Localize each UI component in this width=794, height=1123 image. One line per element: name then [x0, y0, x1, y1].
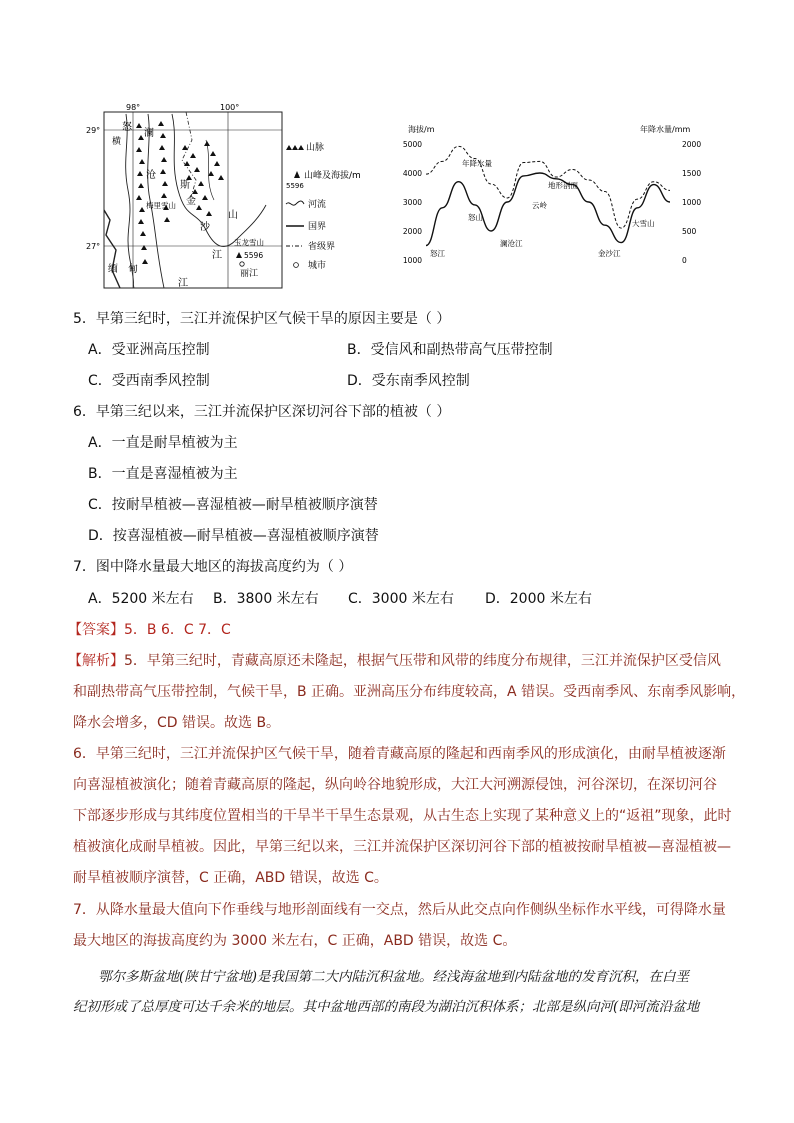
- left-tick-label: 4000: [402, 169, 422, 178]
- left-tick-label: 3000: [402, 198, 422, 207]
- profile-chart: [400, 118, 715, 270]
- legend-peak-sample: 5596: [286, 182, 304, 190]
- map-label-duan: 斯: [180, 180, 190, 191]
- map-label-meili: 梅里雪山: [146, 201, 176, 210]
- legend-mountain-icon: [286, 145, 304, 150]
- profile-annotation: 怒山: [468, 213, 483, 222]
- q6-option-a[interactable]: A．一直是耐旱植被为主: [88, 435, 238, 451]
- river-label-jiang-2: 江: [178, 278, 188, 289]
- analysis-q5-line-2: 和副热带高气压带控制，气候干旱，B 正确。亚洲高压分布纬度较高，A 错误。受西南季风、东南季风影响，: [73, 684, 746, 700]
- river-label-lan: 澜: [144, 128, 154, 139]
- q7-option-c[interactable]: C．3000 米左右: [348, 591, 454, 607]
- map-label-mian: 缅: [108, 264, 118, 275]
- lon-label-100: 100°: [220, 103, 240, 112]
- legend-border: 国界: [308, 222, 327, 232]
- legend-peak-icon: [294, 171, 300, 178]
- right-axis-label: 年降水量/mm: [640, 125, 691, 134]
- right-tick-label: 0: [682, 256, 687, 265]
- profile-annotation: 大雪山: [632, 219, 655, 228]
- analysis-q6-line-4: 植被演化成耐旱植被。因此，早第三纪以来，三江并流保护区深切河谷下部的植被按耐旱植被—喜湿植被—: [73, 839, 731, 855]
- analysis-q6-line-5: 耐旱植被顺序演替，C 正确，ABD 错误，故选 C。: [73, 870, 388, 886]
- q6-option-b[interactable]: B．一直是喜湿植被为主: [88, 466, 238, 482]
- answer-line: [68, 620, 231, 640]
- left-tick-label: 2000: [402, 227, 422, 236]
- series-label: 年降水量: [462, 159, 492, 168]
- analysis-q6-line-1: 6．早第三纪时，三江并流保护区气候干旱，随着青藏高原的隆起和西南季风的形成演化，由耐旱植被逐渐: [73, 746, 726, 762]
- peak-height: 5596: [244, 251, 264, 260]
- answer-label: 【答案】: [68, 622, 124, 638]
- river-label-nu: 怒: [122, 122, 132, 133]
- q5-option-c[interactable]: C．受西南季风控制: [88, 373, 210, 389]
- q6-option-d[interactable]: D．按喜湿植被—耐旱植被—喜湿植被顺序演替: [88, 528, 379, 544]
- legend-city: 城市: [308, 261, 327, 271]
- analysis-q7-line-1: 7．从降水量最大值向下作垂线与地形剖面线有一交点，然后从此交点向作侧纵坐标作水平线，可得降水量: [73, 902, 726, 918]
- lat-label-27: 27°: [86, 242, 101, 251]
- series-label: 地形剖面: [548, 181, 578, 190]
- river-label-cang: 沧: [146, 170, 156, 181]
- legend-river: 河流: [308, 200, 327, 210]
- right-tick-label: 1500: [682, 169, 702, 178]
- question-7-stem: 7．图中降水量最大地区的海拔高度约为（ ）: [73, 559, 353, 575]
- q5-option-a[interactable]: A．受亚洲高压控制: [88, 342, 210, 358]
- city-label-lijiang: 丽江: [240, 269, 259, 279]
- analysis-q7-line-2: 最大地区的海拔高度约为 3000 米左右，C 正确，ABD 错误，故选 C。: [73, 933, 517, 949]
- map-label-dian: 甸: [128, 264, 138, 275]
- legend-province: 省级界: [308, 242, 336, 252]
- lon-label-98: 98°: [126, 103, 141, 112]
- analysis-q6-line-3: 下部逐步形成与其纬度位置相当的干旱半干旱生态景观，从古生态上实现了某种意义上的“返祖”现象，此时: [73, 808, 732, 824]
- map-svg: [86, 100, 386, 290]
- peak-name: 玉龙雪山: [234, 238, 264, 247]
- river-label-jin: 金: [186, 196, 196, 207]
- analysis-q7: [73, 895, 726, 957]
- profile-annotation: 云岭: [532, 201, 547, 210]
- map-label-shan: 山: [228, 210, 238, 221]
- answer-text: 5．B 6．C 7．C: [124, 622, 231, 638]
- q5-option-b[interactable]: B．受信风和副热带高气压带控制: [347, 342, 553, 358]
- profile-chart-svg: [400, 118, 715, 270]
- q5-option-d[interactable]: D．受东南季风控制: [347, 373, 470, 389]
- profile-annotation: 金沙江: [598, 249, 621, 258]
- map-label-heng: 横: [112, 137, 122, 147]
- passage-line-2: 纪初形成了总厚度可达千余米的地层。其中盆地西部的南段为湖泊沉积体系；北部是纵向河(即河流沿盆地: [73, 999, 700, 1015]
- profile-annotation: 澜沧江: [500, 239, 523, 248]
- city-icon: [240, 262, 244, 266]
- river-label-jiang: 江: [212, 250, 222, 261]
- three-rivers-map: [86, 100, 386, 290]
- q7-option-a[interactable]: A．5200 米左右: [88, 591, 194, 607]
- q7-option-b[interactable]: B．3800 米左右: [213, 591, 319, 607]
- legend-mountain: 山脉: [306, 143, 325, 153]
- legend-peak: 山峰及海拔/m: [304, 171, 361, 181]
- legend-city-icon: [294, 263, 299, 268]
- analysis-q5-line-3: 降水会增多，CD 错误。故选 B。: [73, 715, 281, 731]
- left-tick-label: 1000: [402, 256, 422, 265]
- map-legend: [286, 141, 361, 271]
- analysis-q6: [73, 739, 732, 894]
- right-tick-label: 500: [682, 227, 697, 236]
- right-tick-label: 2000: [682, 140, 702, 149]
- river-label-sha: 沙: [200, 222, 210, 233]
- left-tick-label: 5000: [402, 140, 422, 149]
- passage-line-1: 鄂尔多斯盆地(陕甘宁盆地)是我国第二大内陆沉积盆地。经浅海盆地到内陆盆地的发育沉积，在白垩: [98, 969, 690, 985]
- question-5-stem: 5．早第三纪时，三江并流保护区气候干旱的原因主要是（ ）: [73, 311, 451, 327]
- profile-annotation: 怒江: [430, 249, 445, 258]
- question-6-stem: 6．早第三纪以来，三江并流保护区深切河谷下部的植被（ ）: [73, 404, 451, 420]
- national-border: [104, 210, 120, 288]
- analysis-q6-line-2: 向喜湿植被演化；随着青藏高原的隆起，纵向岭谷地貌形成，大江大河溯源侵蚀，河谷深切，在深切河谷: [73, 777, 717, 793]
- q7-option-d[interactable]: D．2000 米左右: [485, 591, 592, 607]
- left-axis-label: 海拔/m: [408, 125, 435, 134]
- q6-option-c[interactable]: C．按耐旱植被—喜湿植被—耐旱植被顺序演替: [88, 497, 378, 513]
- lat-label-29: 29°: [86, 126, 101, 135]
- analysis-q5: [68, 646, 746, 739]
- peak-icon: [236, 252, 242, 258]
- right-tick-label: 1000: [682, 198, 702, 207]
- analysis-q5-line-1: 【解析】5．早第三纪时，青藏高原还未隆起，根据气压带和风带的纬度分布规律，三江并流保护区受信风: [68, 653, 721, 669]
- legend-river-icon: [286, 201, 304, 205]
- river-tributary: [206, 140, 214, 200]
- analysis-label: 【解析】: [68, 653, 124, 669]
